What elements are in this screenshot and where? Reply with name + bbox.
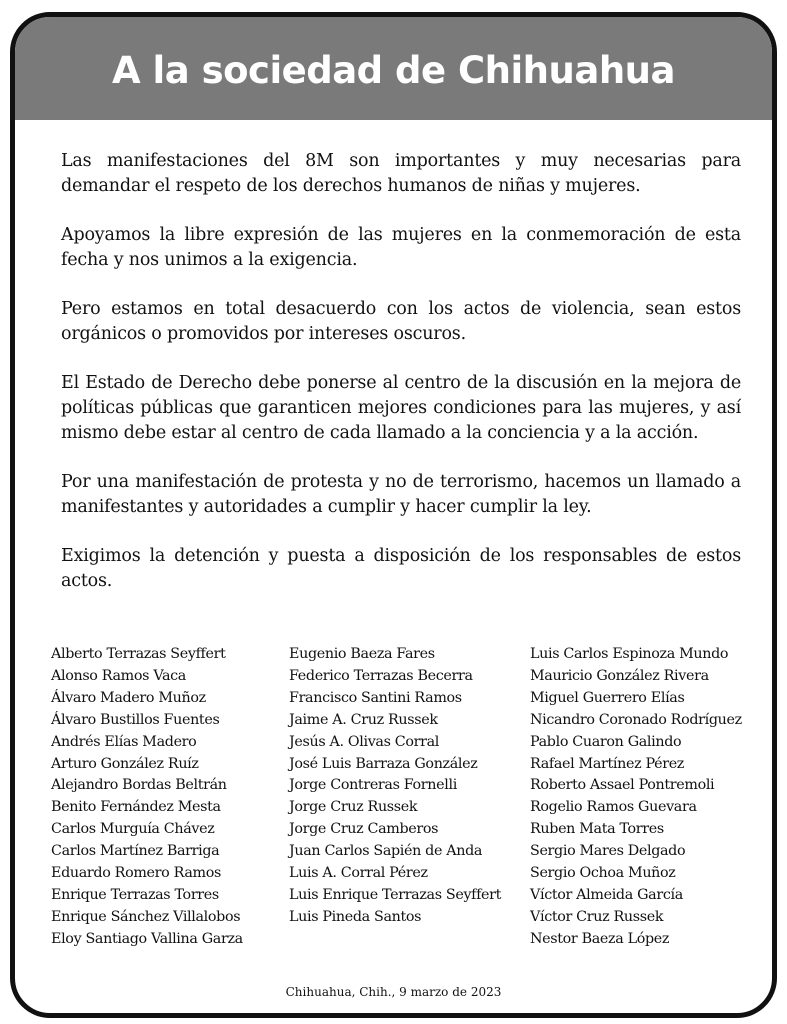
signatory-name: Mauricio González Rivera xyxy=(530,667,709,684)
signatory-name: Sergio Mares Delgado xyxy=(530,843,686,860)
signatory-name: Francisco Santini Ramos xyxy=(289,689,462,706)
signatory-name: Luis Pineda Santos xyxy=(289,908,422,925)
signatory-name: Enrique Terrazas Torres xyxy=(51,886,219,903)
signatory-name: Eugenio Baeza Fares xyxy=(289,646,435,662)
signatory-name: Sergio Ochoa Muñoz xyxy=(530,865,676,882)
signatory-name: Carlos Martínez Barriga xyxy=(51,843,220,860)
signatory-name: Luis Carlos Espinoza Mundo xyxy=(530,646,729,662)
letter-frame xyxy=(10,12,777,1018)
signatory-name: Federico Terrazas Becerra xyxy=(289,667,473,684)
signatory-name: Jesús A. Olivas Corral xyxy=(289,733,439,750)
signatory-name: Arturo González Ruíz xyxy=(51,755,199,772)
signatories-column-3 xyxy=(530,644,760,951)
title-banner xyxy=(15,17,772,120)
signatory-name: Ruben Mata Torres xyxy=(530,821,664,838)
paragraph: El Estado de Derecho debe ponerse al centro de la discusión en la mejora de políticas públicas que garanticen mejores condiciones para las mujeres, y así mismo debe estar al centro de cada llamado a la conciencia y a la acción. xyxy=(61,373,741,443)
signatory-name: Jorge Cruz Russek xyxy=(289,799,418,816)
signatories-column-1 xyxy=(51,644,289,951)
signatory-name: Roberto Assael Pontremoli xyxy=(530,777,715,794)
signatory-name: Nestor Baeza López xyxy=(530,930,670,947)
paragraph: Exigimos la detención y puesta a disposición de los responsables de estos actos. xyxy=(61,546,741,591)
paragraph: Las manifestaciones del 8M son importantes y muy necesarias para demandar el respeto de los derechos humanos de niñas y mujeres. xyxy=(61,151,741,196)
signatory-name: Andrés Elías Madero xyxy=(51,733,197,750)
signatory-name: Benito Fernández Mesta xyxy=(51,799,221,816)
signatory-name: Enrique Sánchez Villalobos xyxy=(51,908,241,925)
signatory-name: Jorge Cruz Camberos xyxy=(289,821,439,838)
signatories-column-2 xyxy=(289,644,530,951)
signatory-name: Luis Enrique Terrazas Seyffert xyxy=(289,886,502,903)
signatory-name: Eduardo Romero Ramos xyxy=(51,865,221,882)
signatory-name: Pablo Cuaron Galindo xyxy=(530,733,682,750)
signatory-name: Rogelio Ramos Guevara xyxy=(530,799,697,816)
signatory-name: Nicandro Coronado Rodríguez xyxy=(530,711,742,728)
signatory-name: Víctor Cruz Russek xyxy=(530,908,664,925)
signatory-name: Jorge Contreras Fornelli xyxy=(289,777,457,794)
page-title: A la sociedad de Chihuahua xyxy=(112,49,675,92)
place-and-date: Chihuahua, Chih., 9 marzo de 2023 xyxy=(285,985,502,999)
signatory-name: Alberto Terrazas Seyffert xyxy=(51,646,226,662)
signatory-name: José Luis Barraza González xyxy=(289,755,478,772)
signatories-list xyxy=(51,644,771,951)
letter-body xyxy=(61,149,741,618)
signatory-name: Álvaro Madero Muñoz xyxy=(51,689,206,706)
signatory-name: Jaime A. Cruz Russek xyxy=(289,711,438,728)
signatory-name: Álvaro Bustillos Fuentes xyxy=(51,711,220,728)
paragraph: Pero estamos en total desacuerdo con los actos de violencia, sean estos orgánicos o promovidos por intereses oscuros. xyxy=(61,299,741,344)
paragraph: Por una manifestación de protesta y no de terrorismo, hacemos un llamado a manifestantes y autoridades a cumplir y hacer cumplir la ley. xyxy=(61,472,741,517)
signatory-name: Carlos Murguía Chávez xyxy=(51,821,215,838)
signatory-name: Alejandro Bordas Beltrán xyxy=(51,777,227,794)
signatory-name: Luis A. Corral Pérez xyxy=(289,865,428,882)
signatory-name: Miguel Guerrero Elías xyxy=(530,689,685,706)
signatory-name: Rafael Martínez Pérez xyxy=(530,755,684,772)
signatory-name: Alonso Ramos Vaca xyxy=(51,667,186,684)
signatory-name: Eloy Santiago Vallina Garza xyxy=(51,930,243,947)
paragraph: Apoyamos la libre expresión de las mujeres en la conmemoración de esta fecha y nos unimos a la exigencia. xyxy=(61,225,741,270)
signatory-name: Víctor Almeida García xyxy=(530,886,683,903)
signatory-name: Juan Carlos Sapién de Anda xyxy=(289,843,483,860)
